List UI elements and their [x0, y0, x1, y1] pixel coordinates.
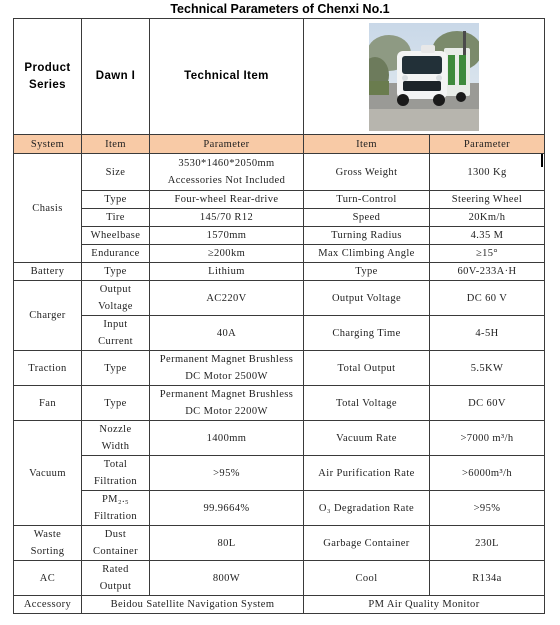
system-accessory: Accessory [14, 596, 82, 614]
item-total-output: Total Output [304, 351, 430, 386]
value-dust-container: 80L [150, 526, 304, 561]
value-traction: Permanent Magnet Brushless DC Motor 2500W [150, 351, 304, 386]
item-charging-time: Charging Time [304, 316, 430, 351]
value-o3-degradation: >95% [430, 491, 545, 526]
item-air-purification: Air Purification Rate [304, 456, 430, 491]
system-vacuum: Vacuum [14, 421, 82, 526]
item-endurance: Endurance [82, 245, 150, 263]
item-o3-degradation: O₃ Degradation Rate [304, 491, 430, 526]
value-speed: 20Km/h [430, 209, 545, 227]
value-pm-filtration: 99.9664% [150, 491, 304, 526]
value-gross-weight: 1300 Kg [430, 154, 545, 191]
value-fan: Permanent Magnet Brushless DC Motor 2200W [150, 386, 304, 421]
value-output-voltage: AC220V [150, 281, 304, 316]
item-tire: Tire [82, 209, 150, 227]
item-speed: Speed [304, 209, 430, 227]
table-row [14, 561, 545, 596]
value-accessory-2: PM Air Quality Monitor [304, 596, 545, 614]
item-nozzle-width: Nozzle Width [82, 421, 150, 456]
item-total-filtration: Total Filtration [82, 456, 150, 491]
value-air-purification: >6000m³/h [430, 456, 545, 491]
item-size: Size [82, 154, 150, 191]
system-fan: Fan [14, 386, 82, 421]
value-rated-output: 800W [150, 561, 304, 596]
value-battery-type: Lithium [150, 263, 304, 281]
value-tire: 145/70 R12 [150, 209, 304, 227]
value-vacuum-rate: >7000 m³/h [430, 421, 545, 456]
system-waste-sorting: Waste Sorting [14, 526, 82, 561]
system-battery: Battery [14, 263, 82, 281]
value-turn-control: Steering Wheel [430, 191, 545, 209]
vehicle-photo [304, 19, 545, 135]
col-system: System [14, 135, 82, 154]
item-garbage-container: Garbage Container [304, 526, 430, 561]
system-traction: Traction [14, 351, 82, 386]
value-endurance: ≥200km [150, 245, 304, 263]
item-max-climb: Max Climbing Angle [304, 245, 430, 263]
item-vacuum-rate: Vacuum Rate [304, 421, 430, 456]
value-total-filtration: >95% [150, 456, 304, 491]
value-accessory-1: Beidou Satellite Navigation System [82, 596, 304, 614]
table-row [14, 351, 545, 386]
value-type: Four-wheel Rear-drive [150, 191, 304, 209]
table-row [14, 526, 545, 561]
system-ac: AC [14, 561, 82, 596]
subheader-row [14, 135, 545, 154]
table-row [14, 491, 545, 526]
col-parameter-2: Parameter [430, 135, 545, 154]
vehicle-image [369, 23, 479, 131]
table-row [14, 263, 545, 281]
item-gross-weight: Gross Weight [304, 154, 430, 191]
item-type: Type [82, 191, 150, 209]
value-size: 3530*1460*2050mm Accessories Not Included [150, 154, 304, 191]
item-output-voltage-r: Output Voltage [304, 281, 430, 316]
value-nozzle-width: 1400mm [150, 421, 304, 456]
table-row [14, 316, 545, 351]
value-charging-time: 4-5H [430, 316, 545, 351]
value-turning-radius: 4.35 M [430, 227, 545, 245]
item-output-voltage: Output Voltage [82, 281, 150, 316]
table-row [14, 596, 545, 614]
spec-table [13, 18, 545, 614]
value-output-voltage-r: DC 60 V [430, 281, 545, 316]
page-title: Technical Parameters of Chenxi No.1 [170, 2, 390, 16]
model-header: Dawn I [82, 19, 150, 135]
table-row [14, 245, 545, 263]
item-fan-type: Type [82, 386, 150, 421]
table-row [14, 386, 545, 421]
item-total-voltage: Total Voltage [304, 386, 430, 421]
item-battery-type-2: Type [304, 263, 430, 281]
item-input-current: Input Current [82, 316, 150, 351]
value-max-climb: ≥15° [430, 245, 545, 263]
value-total-output: 5.5KW [430, 351, 545, 386]
item-rated-output: Rated Output [82, 561, 150, 596]
value-garbage-container: 230L [430, 526, 545, 561]
item-turn-control: Turn-Control [304, 191, 430, 209]
system-chasis: Chasis [14, 154, 82, 263]
item-turning-radius: Turning Radius [304, 227, 430, 245]
col-item: Item [82, 135, 150, 154]
value-input-current: 40A [150, 316, 304, 351]
item-pm-filtration: PM₂.₅ Filtration [82, 491, 150, 526]
value-battery-type-2: 60V-233A·H [430, 263, 545, 281]
value-total-voltage: DC 60V [430, 386, 545, 421]
value-wheelbase: 1570mm [150, 227, 304, 245]
table-header-row [14, 19, 545, 135]
item-battery-type: Type [82, 263, 150, 281]
table-row [14, 227, 545, 245]
col-item-2: Item [304, 135, 430, 154]
table-row [14, 456, 545, 491]
system-charger: Charger [14, 281, 82, 351]
col-parameter: Parameter [150, 135, 304, 154]
item-cool: Cool [304, 561, 430, 596]
item-dust-container: Dust Container [82, 526, 150, 561]
item-traction-type: Type [82, 351, 150, 386]
table-row [14, 209, 545, 227]
table-row [14, 281, 545, 316]
product-series-header: Product Series [14, 19, 82, 135]
table-row [14, 421, 545, 456]
item-wheelbase: Wheelbase [82, 227, 150, 245]
value-cool: R134a [430, 561, 545, 596]
table-row [14, 154, 545, 191]
table-row [14, 191, 545, 209]
technical-item-header: Technical Item [150, 19, 304, 135]
